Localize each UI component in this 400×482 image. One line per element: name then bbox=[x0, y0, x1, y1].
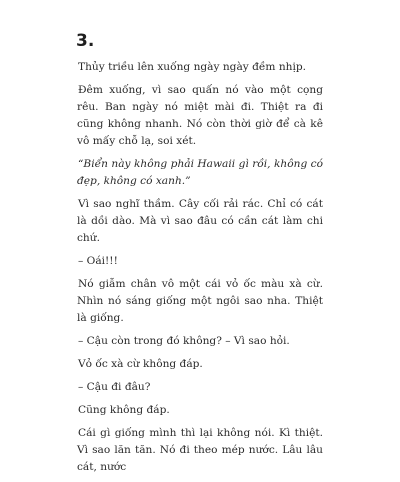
paragraph: Cũng không đáp. bbox=[78, 404, 170, 416]
dialogue-line: – Cậu còn trong đó không? – Vì sao hỏi. bbox=[78, 335, 290, 347]
dialogue-line: – Oái!!! bbox=[78, 255, 118, 267]
paragraph: Vì sao nghĩ thầm. Cây cối rải rác. Chỉ có cát là dồi dào. Mà vì sao đâu có cần cát làm chi chứ. bbox=[77, 198, 323, 244]
dialogue-line: – Cậu đi đâu? bbox=[78, 381, 151, 393]
italic-quote: “Biển này không phải Hawaii gì rồi, không có đẹp, không có xanh.” bbox=[77, 158, 323, 187]
chapter-body bbox=[77, 59, 323, 482]
paragraph: Vỏ ốc xà cừ không đáp. bbox=[78, 358, 203, 370]
paragraph: Đêm xuống, vì sao quấn nó vào một cọng rêu. Ban ngày nó miệt mài đi. Thiệt ra đi cũng không nhanh. Nó còn thời giờ để cà kê vô mấy chỗ lạ, soi xét. bbox=[77, 84, 323, 147]
paragraph: Thủy triều lên xuống ngày ngày đềm nhịp. bbox=[78, 61, 307, 73]
paragraph: Cái gì giống mình thì lại không nói. Kì thiệt. Vì sao lăn tăn. Nó đi theo mép nước. Lâu lâu cát, nước bbox=[77, 427, 323, 473]
paragraph: Nó giẫm chân vô một cái vỏ ốc màu xà cừ. Nhìn nó sáng giống một ngôi sao nha. Thiệt là giống. bbox=[77, 278, 323, 324]
chapter-number: 3. bbox=[76, 31, 95, 51]
